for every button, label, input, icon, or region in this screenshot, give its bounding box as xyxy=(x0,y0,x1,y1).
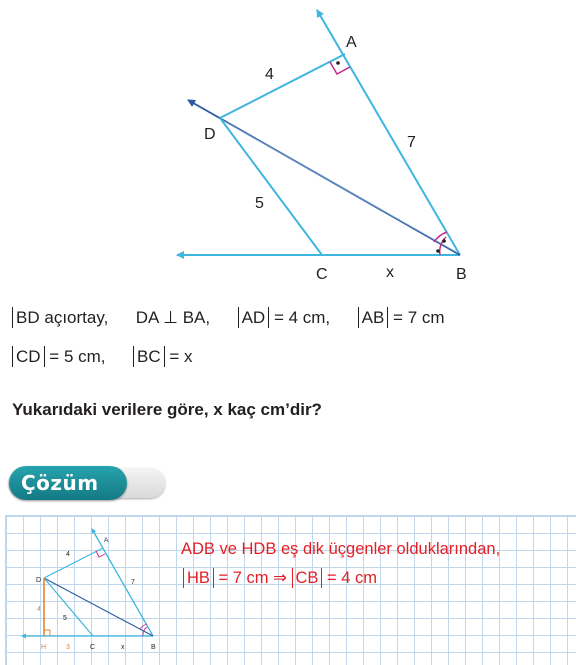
ab-value: = 7 cm xyxy=(393,308,445,327)
angle-dot-2 xyxy=(442,239,446,243)
length-ad: 4 xyxy=(265,66,274,83)
label-d: D xyxy=(204,126,216,143)
question-text: Yukarıdaki verilere göre, x kaç cm’dir? xyxy=(12,400,322,419)
hb-value: = 7 cm xyxy=(218,569,269,587)
small-label-b: B xyxy=(151,644,156,651)
bc-segment: BC xyxy=(133,346,165,367)
segment-da xyxy=(220,54,345,118)
right-angle-mark xyxy=(330,62,350,74)
small-length-hc: 3 xyxy=(66,644,70,651)
given-line-1 xyxy=(12,307,445,328)
solution-badge xyxy=(9,466,165,500)
small-label-c: C xyxy=(90,644,96,651)
small-label-a: A xyxy=(104,537,109,544)
length-cd: 5 xyxy=(255,195,264,212)
given-line-2 xyxy=(12,346,193,367)
small-length-ab: 7 xyxy=(131,579,135,586)
small-segment-dc xyxy=(44,578,93,636)
cb-segment: CB xyxy=(292,568,323,588)
angle-dot-1 xyxy=(436,249,440,253)
solution-line-1: ADB ve HDB eş dik üçgenler olduklarından, xyxy=(181,540,501,558)
small-segment-da xyxy=(44,548,103,578)
small-right-angle-h xyxy=(44,630,50,636)
implies-arrow: ⇒ xyxy=(273,569,287,587)
badge-label-box xyxy=(9,466,127,500)
ad-value: = 4 cm, xyxy=(273,308,331,327)
bisector-highlight xyxy=(222,120,458,253)
ray-ba xyxy=(317,10,460,255)
length-ab: 7 xyxy=(407,134,416,151)
small-length-ad: 4 xyxy=(66,551,70,558)
segment-dc xyxy=(220,118,322,255)
length-bc: x xyxy=(386,264,394,281)
right-angle-dot xyxy=(336,61,340,65)
cd-value: = 5 cm, xyxy=(49,347,106,366)
label-a: A xyxy=(346,34,357,51)
main-triangle-figure xyxy=(0,0,576,300)
solution-line-2 xyxy=(183,568,377,588)
label-b: B xyxy=(456,266,467,283)
label-c: C xyxy=(316,266,328,283)
small-length-cd: 5 xyxy=(63,615,67,622)
solution-figure xyxy=(6,516,181,665)
ray-bd-text: açıortay, xyxy=(44,308,109,327)
perpendicular-text: DA ⊥ BA, xyxy=(135,308,211,327)
cb-value: = 4 cm xyxy=(327,569,378,587)
hb-segment: HB xyxy=(183,568,214,588)
small-label-h: H xyxy=(41,644,47,651)
small-label-d: D xyxy=(36,577,42,584)
ray-bd-notation: BD xyxy=(12,307,40,328)
ad-segment: AD xyxy=(238,307,270,328)
ab-segment: AB xyxy=(358,307,389,328)
solution-grid xyxy=(5,515,576,665)
cd-segment: CD xyxy=(12,346,45,367)
badge-label: Çözüm xyxy=(21,471,99,495)
small-right-angle-a xyxy=(96,551,105,557)
small-length-dh: 4 xyxy=(37,606,41,613)
bc-value: = x xyxy=(169,347,193,366)
small-length-cb: x xyxy=(121,644,125,651)
